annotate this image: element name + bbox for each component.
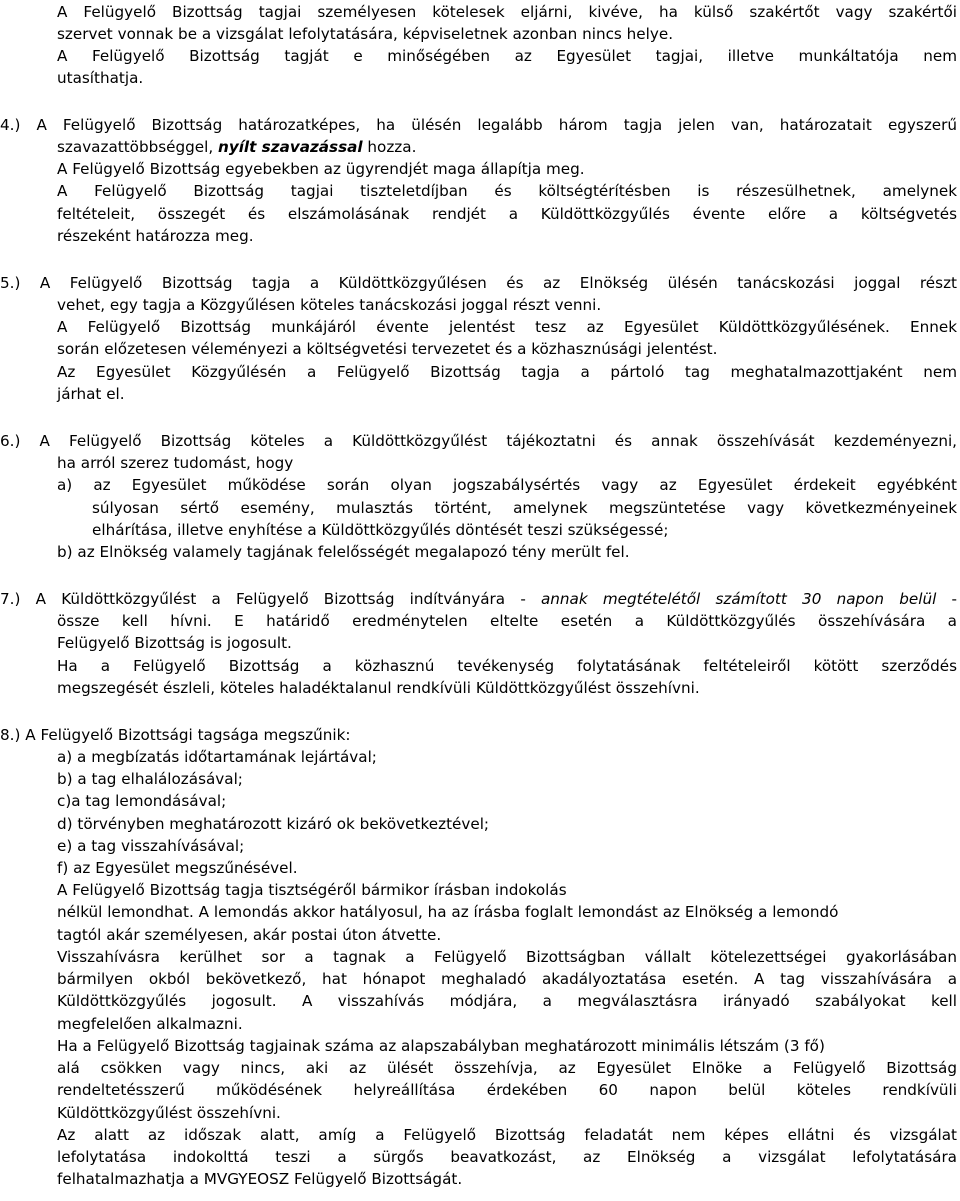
text-line [57, 610, 957, 632]
text-run: - [936, 590, 957, 608]
text-line [0, 588, 957, 610]
text-run: tagját e minőségében az [259, 47, 557, 65]
text-run: A [57, 182, 95, 200]
text-run: köteles a [231, 432, 353, 450]
emphasized-text: Küldöttközgyűlés [321, 521, 451, 539]
emphasized-text: annak megtételétől számított 30 napon belül [541, 590, 937, 608]
text-run: vehet, egy tagja a [57, 296, 201, 314]
text-run: A [57, 3, 84, 21]
emphasized-text: Felügyelő Bizottság [336, 363, 501, 381]
text-line [57, 879, 567, 901]
emphasized-text: Egyesület [95, 859, 170, 877]
text-run: feltételeit, összegét és elszámolásának rendjét a [57, 205, 541, 223]
text-run: 6.) A [0, 432, 69, 450]
text-run: A [57, 160, 73, 178]
text-run: a lemondó [753, 903, 839, 921]
text-run: en és az [467, 274, 580, 292]
text-run: indítványára - [394, 590, 541, 608]
emphasized-text: Felügyelő Bizottság [69, 274, 233, 292]
text-run: ülésén tanácskozási joggal részt [648, 274, 957, 292]
emphasized-text: Elnökség [579, 274, 649, 292]
text-line [57, 452, 293, 474]
text-run: a közhasznú tevékenység folytatásának feltételeiről kötött szerződés [299, 657, 957, 675]
text-run: jogosult. A visszahívás módjára, a megválasztásra irányadó szabályokat kell [186, 992, 957, 1010]
text-line [57, 924, 441, 946]
text-run: összehívására a [795, 612, 957, 630]
text-run: utasíthatja. [57, 69, 144, 87]
text-line [57, 790, 226, 812]
text-run: össze kell hívni. E határidő eredménytelen eltelte esetén a [57, 612, 667, 630]
text-run: tagja a [232, 274, 339, 292]
text-line [57, 1168, 462, 1190]
emphasized-text: Egyesület [131, 476, 207, 494]
text-line [57, 677, 700, 699]
emphasized-text: Küldöttközgyűlés [61, 590, 191, 608]
text-run: tagjai, illetve munkáltatója nem [631, 47, 958, 65]
text-line [57, 1035, 825, 1057]
text-line [57, 225, 254, 247]
text-run: e a [732, 1059, 793, 1077]
text-line [57, 813, 489, 835]
text-run: elhárítása, illetve enyhítése a [92, 521, 322, 539]
emphasized-text: Felügyelő Bizottság [72, 881, 221, 899]
emphasized-text: Küldöttközgyűlés [57, 992, 187, 1010]
text-run: t a [190, 590, 237, 608]
emphasized-text: Felügyelő Bizottság [133, 657, 300, 675]
text-line [57, 203, 957, 225]
text-line [57, 857, 298, 879]
text-line [57, 1102, 281, 1124]
text-run: A [57, 318, 88, 336]
text-run: megfelelően alkalmazni. [57, 1015, 243, 1033]
text-run: d) törvényben meghatározott kizáró ok bekövetkeztével; [57, 815, 490, 833]
text-run: munkájáról évente jelentést tesz az [251, 318, 624, 336]
text-line [57, 655, 957, 677]
text-run: ban vállalt kötelezettségei gyakorlásában [596, 948, 957, 966]
text-run: t tájékoztatni és annak összehívását kezdeményezni, [481, 432, 957, 450]
text-line [57, 180, 957, 202]
text-run: érdekeit egyébként [772, 476, 957, 494]
emphasized-text: Küldöttközgyűlés [352, 432, 482, 450]
text-run: járhat el. [57, 385, 125, 403]
text-run: tagja a pártoló tag meghatalmazottjaként nem [500, 363, 957, 381]
text-run: ének. Ennek [847, 318, 957, 336]
text-run: rendeltetésszerű működésének helyreállítása érdekében 60 napon belül köteles rendkívüli [57, 1081, 957, 1099]
emphasized-text: Közgyűlés [200, 296, 277, 314]
text-line [57, 541, 630, 563]
emphasized-text: Egyesület Közgyűlés [95, 363, 268, 381]
text-run: Az [57, 363, 96, 381]
text-run: megszűnésével. [169, 859, 298, 877]
text-run: f) az [57, 859, 96, 877]
emphasized-text: Küldöttközgyűlés [666, 612, 796, 630]
text-run: feladatát nem képes ellátni és vizsgálat [565, 1126, 958, 1144]
text-run: alá csökken vagy nincs, aki az ülését összehívja, az [57, 1059, 597, 1077]
text-run: c)a tag lemondásával; [57, 792, 227, 810]
text-line [57, 632, 292, 654]
emphasized-text: Felügyelő Bizottság [87, 318, 252, 336]
emphasized-text: Felügyelő Bizottság [403, 1126, 566, 1144]
emphasized-text: Elnökség [627, 1148, 696, 1166]
emphasized-text: MVGYEOSZ Felügyelő Bizottság [203, 1170, 443, 1188]
text-run: Az alatt az időszak alatt, amíg a [57, 1126, 404, 1144]
text-line [92, 519, 668, 541]
text-line [0, 272, 957, 294]
text-line [57, 746, 377, 768]
text-line [57, 67, 143, 89]
text-run: Ha a [57, 657, 134, 675]
emphasized-text: nyílt szavazással [218, 138, 363, 156]
text-run: évente előre a költségvetés [669, 205, 957, 223]
text-run: 4.) A [0, 116, 63, 134]
text-line [57, 1, 957, 23]
text-run: Ha a [57, 1037, 97, 1055]
text-run: 5.) A [0, 274, 70, 292]
text-line [57, 1079, 957, 1101]
emphasized-text: Küldöttközgyűlés [338, 274, 468, 292]
emphasized-text: Felügyelő Bizottság [40, 726, 189, 744]
text-line [57, 158, 585, 180]
text-run: tagjainak száma az alapszabályban meghatározott minimális létszám (3 fő) [244, 1037, 825, 1055]
text-run: hozza. [362, 138, 417, 156]
text-run: tagtól akár személyesen, akár postai úton átvette. [57, 926, 442, 944]
text-line [57, 835, 244, 857]
emphasized-text: Küldöttközgyűlés [475, 679, 605, 697]
emphasized-text: Egyesület [556, 47, 632, 65]
emphasized-text: Felügyelő Bizottság [57, 634, 206, 652]
text-run: ha arról szerez tudomást, hogy [57, 454, 294, 472]
emphasized-text: Elnökség [684, 903, 754, 921]
text-line [92, 497, 957, 519]
text-line [57, 45, 957, 67]
emphasized-text: Felügyelő Bizottság [62, 116, 223, 134]
text-run: át. [442, 1170, 463, 1188]
emphasized-text: Felügyelő Bizottság [72, 160, 221, 178]
text-run: A [57, 47, 92, 65]
text-run: is jogosult. [205, 634, 292, 652]
text-run: A [57, 881, 73, 899]
text-run: felhatalmazhatja a [57, 1170, 204, 1188]
text-run: a) a megbízatás időtartamának lejártával; [57, 748, 377, 766]
text-run: e) a tag visszahívásával; [57, 837, 245, 855]
text-run: tagjai személyesen kötelesek eljárni, kivéve, ha külső szakértőt vagy szakértői [242, 3, 958, 21]
emphasized-text: Felügyelő Bizottság [91, 47, 260, 65]
text-run: szervet vonnak be a vizsgálat lefolytatására, képviseletnek azonban nincs helye. [57, 25, 674, 43]
text-run: i tagsága megszűnik: [188, 726, 351, 744]
text-run: bármilyen okból bekövetkező, hat hónapot meghaladó akadályoztatása esetén. A tag visszahívására a [57, 970, 957, 988]
emphasized-text: Küldöttközgyűlés [540, 205, 670, 223]
text-line [57, 136, 416, 158]
emphasized-text: Felügyelő Bizottság [68, 432, 232, 450]
text-line [57, 946, 957, 968]
emphasized-text: Elnökség [99, 543, 168, 561]
text-run: én a [267, 363, 337, 381]
text-run: t összehívni. [604, 679, 700, 697]
text-run: határozatképes, ha ülésén legalább három tagja jelen van, határozatait egyszerű [222, 116, 958, 134]
text-run: során előzetesen véleményezi a költségvetési tervezetet és a közhasznúsági jelentést. [57, 340, 718, 358]
text-run: lefolytatása indokolttá teszi a sürgős beavatkozást, az [57, 1148, 628, 1166]
text-run: nélkül lemondhat. A lemondás akkor hatályosul, ha az írásba foglalt lemondást az [57, 903, 685, 921]
text-run: részeként határozza meg. [57, 227, 254, 245]
emphasized-text: Egyesület [697, 476, 773, 494]
text-line [57, 968, 957, 990]
text-run: működése során olyan jogszabálysértés vagy az [206, 476, 698, 494]
text-line [57, 474, 957, 496]
text-line [0, 724, 351, 746]
text-line [57, 316, 957, 338]
text-line [57, 383, 125, 405]
text-run: súlyosan sértő esemény, mulasztás történt, amelynek megszüntetése vagy következményeinek [92, 499, 957, 517]
emphasized-text: Felügyelő Bizottság [792, 1059, 957, 1077]
text-run: megszegését észleli, köteles haladéktalanul rendkívüli [57, 679, 476, 697]
emphasized-text: Egyesület Küldöttközgyűlés [623, 318, 848, 336]
emphasized-text: Felügyelő Bizottság [434, 948, 597, 966]
text-run: a) az [57, 476, 132, 494]
text-run: tagja tisztségéről bármikor írásban indokolás [220, 881, 567, 899]
text-line [0, 114, 957, 136]
emphasized-text: Egyesület Elnök [596, 1059, 733, 1077]
text-run: valamely tagjának felelősségét megalapozó tény merült fel. [167, 543, 630, 561]
text-line [57, 1057, 957, 1079]
text-line [57, 1146, 957, 1168]
text-line [0, 430, 957, 452]
text-line [57, 338, 717, 360]
text-run: t összehívni. [186, 1104, 281, 1122]
text-run: 8.) A [0, 726, 41, 744]
text-run: b) a tag elhalálozásával; [57, 770, 243, 788]
emphasized-text: Felügyelő Bizottság [83, 3, 243, 21]
text-line [57, 361, 957, 383]
text-run: en köteles tanácskozási joggal részt venni. [276, 296, 602, 314]
text-run: a vizsgálat lefolytatására [695, 1148, 957, 1166]
text-run: szavazattöbbséggel, [57, 138, 219, 156]
text-line [57, 901, 838, 923]
emphasized-text: Felügyelő Bizottság [96, 1037, 245, 1055]
text-line [57, 768, 243, 790]
text-run: egyebekben az ügyrendjét maga állapítja meg. [220, 160, 585, 178]
text-run: Visszahívásra kerülhet sor a tagnak a [57, 948, 434, 966]
text-line [57, 1124, 957, 1146]
text-run: b) az [57, 543, 100, 561]
emphasized-text: Felügyelő Bizottság [94, 182, 265, 200]
text-run: döntését teszi szükségessé; [450, 521, 669, 539]
text-line [57, 1013, 243, 1035]
text-line [57, 294, 601, 316]
text-run: 7.) A [0, 590, 62, 608]
emphasized-text: Felügyelő Bizottság [236, 590, 395, 608]
text-line [57, 23, 673, 45]
text-run: tagjai tiszteletdíjban és költségtérítésben is részesülhetnek, amelynek [264, 182, 958, 200]
emphasized-text: Küldöttközgyűlés [57, 1104, 187, 1122]
text-line [57, 990, 957, 1012]
